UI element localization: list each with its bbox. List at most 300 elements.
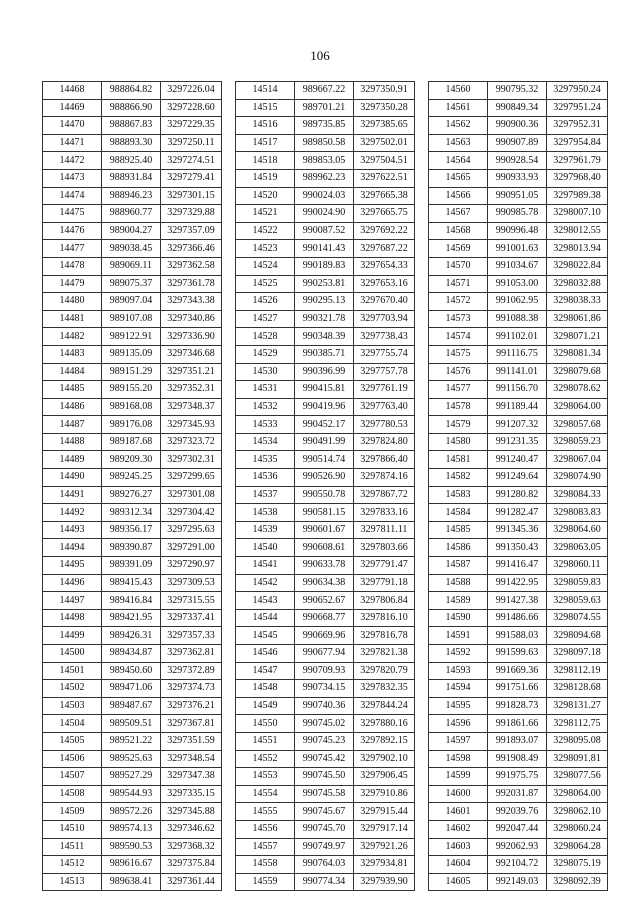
table-row bbox=[429, 293, 608, 311]
table-row bbox=[43, 345, 222, 363]
x-coordinate-cell: 989107.08 bbox=[102, 310, 161, 328]
point-number-cell: 14508 bbox=[43, 785, 102, 803]
table-row bbox=[236, 856, 415, 874]
x-coordinate-cell: 990633.78 bbox=[295, 557, 354, 575]
x-coordinate-cell: 990774.34 bbox=[295, 873, 354, 891]
table-row bbox=[43, 257, 222, 275]
point-number-cell: 14494 bbox=[43, 539, 102, 557]
y-coordinate-cell: 3297816.78 bbox=[354, 627, 415, 645]
point-number-cell: 14517 bbox=[236, 134, 295, 152]
table-row bbox=[43, 732, 222, 750]
point-number-cell: 14582 bbox=[429, 469, 488, 487]
x-coordinate-cell: 989209.30 bbox=[102, 451, 161, 469]
table-row bbox=[43, 627, 222, 645]
x-coordinate-cell: 990928.54 bbox=[488, 152, 547, 170]
point-number-cell: 14603 bbox=[429, 838, 488, 856]
table-row bbox=[43, 785, 222, 803]
point-number-cell: 14572 bbox=[429, 293, 488, 311]
point-number-cell: 14483 bbox=[43, 345, 102, 363]
point-number-cell: 14584 bbox=[429, 504, 488, 522]
point-number-cell: 14514 bbox=[236, 82, 295, 100]
table-row bbox=[43, 680, 222, 698]
point-number-cell: 14472 bbox=[43, 152, 102, 170]
point-number-cell: 14573 bbox=[429, 310, 488, 328]
table-row bbox=[43, 398, 222, 416]
table-row bbox=[429, 539, 608, 557]
point-number-cell: 14515 bbox=[236, 99, 295, 117]
table-row bbox=[236, 838, 415, 856]
x-coordinate-cell: 988925.40 bbox=[102, 152, 161, 170]
point-number-cell: 14589 bbox=[429, 592, 488, 610]
y-coordinate-cell: 3298064.00 bbox=[547, 785, 608, 803]
y-coordinate-cell: 3298060.24 bbox=[547, 820, 608, 838]
x-coordinate-cell: 989450.60 bbox=[102, 662, 161, 680]
x-coordinate-cell: 992031.87 bbox=[488, 785, 547, 803]
x-coordinate-cell: 989151.29 bbox=[102, 363, 161, 381]
table-row bbox=[429, 732, 608, 750]
point-number-cell: 14596 bbox=[429, 715, 488, 733]
point-number-cell: 14475 bbox=[43, 205, 102, 223]
table-row bbox=[236, 697, 415, 715]
y-coordinate-cell: 3297954.84 bbox=[547, 134, 608, 152]
y-coordinate-cell: 3297290.97 bbox=[161, 557, 222, 575]
y-coordinate-cell: 3297670.40 bbox=[354, 293, 415, 311]
table-row bbox=[43, 838, 222, 856]
point-number-cell: 14481 bbox=[43, 310, 102, 328]
point-number-cell: 14542 bbox=[236, 574, 295, 592]
point-number-cell: 14516 bbox=[236, 117, 295, 135]
x-coordinate-cell: 989701.21 bbox=[295, 99, 354, 117]
point-number-cell: 14473 bbox=[43, 169, 102, 187]
y-coordinate-cell: 3297791.47 bbox=[354, 557, 415, 575]
x-coordinate-cell: 990189.83 bbox=[295, 257, 354, 275]
table-row bbox=[429, 240, 608, 258]
x-coordinate-cell: 991156.70 bbox=[488, 381, 547, 399]
y-coordinate-cell: 3297346.62 bbox=[161, 820, 222, 838]
y-coordinate-cell: 3297367.81 bbox=[161, 715, 222, 733]
y-coordinate-cell: 3297921.26 bbox=[354, 838, 415, 856]
y-coordinate-cell: 3297761.19 bbox=[354, 381, 415, 399]
point-number-cell: 14537 bbox=[236, 486, 295, 504]
x-coordinate-cell: 990253.81 bbox=[295, 275, 354, 293]
y-coordinate-cell: 3298091.81 bbox=[547, 750, 608, 768]
table-row bbox=[429, 486, 608, 504]
x-coordinate-cell: 992149.03 bbox=[488, 873, 547, 891]
coordinate-table-right bbox=[428, 81, 608, 891]
x-coordinate-cell: 989038.45 bbox=[102, 240, 161, 258]
x-coordinate-cell: 988864.82 bbox=[102, 82, 161, 100]
table-row bbox=[236, 117, 415, 135]
x-coordinate-cell: 990024.03 bbox=[295, 187, 354, 205]
y-coordinate-cell: 3297665.38 bbox=[354, 187, 415, 205]
point-number-cell: 14545 bbox=[236, 627, 295, 645]
point-number-cell: 14541 bbox=[236, 557, 295, 575]
x-coordinate-cell: 990550.78 bbox=[295, 486, 354, 504]
x-coordinate-cell: 990745.58 bbox=[295, 785, 354, 803]
point-number-cell: 14511 bbox=[43, 838, 102, 856]
y-coordinate-cell: 3297653.16 bbox=[354, 275, 415, 293]
x-coordinate-cell: 991034.67 bbox=[488, 257, 547, 275]
point-number-cell: 14586 bbox=[429, 539, 488, 557]
point-number-cell: 14484 bbox=[43, 363, 102, 381]
point-number-cell: 14512 bbox=[43, 856, 102, 874]
page-number: 106 bbox=[310, 48, 330, 63]
y-coordinate-cell: 3297372.89 bbox=[161, 662, 222, 680]
table-row bbox=[429, 662, 608, 680]
x-coordinate-cell: 991053.00 bbox=[488, 275, 547, 293]
point-number-cell: 14480 bbox=[43, 293, 102, 311]
point-number-cell: 14565 bbox=[429, 169, 488, 187]
table-row bbox=[236, 732, 415, 750]
point-number-cell: 14507 bbox=[43, 768, 102, 786]
x-coordinate-cell: 989509.51 bbox=[102, 715, 161, 733]
point-number-cell: 14567 bbox=[429, 205, 488, 223]
y-coordinate-cell: 3297361.78 bbox=[161, 275, 222, 293]
point-number-cell: 14490 bbox=[43, 469, 102, 487]
point-number-cell: 14503 bbox=[43, 697, 102, 715]
point-number-cell: 14513 bbox=[43, 873, 102, 891]
y-coordinate-cell: 3297302.31 bbox=[161, 451, 222, 469]
x-coordinate-cell: 991588.03 bbox=[488, 627, 547, 645]
point-number-cell: 14529 bbox=[236, 345, 295, 363]
y-coordinate-cell: 3298067.04 bbox=[547, 451, 608, 469]
y-coordinate-cell: 3297703.94 bbox=[354, 310, 415, 328]
point-number-cell: 14605 bbox=[429, 873, 488, 891]
point-number-cell: 14549 bbox=[236, 697, 295, 715]
x-coordinate-cell: 990141.43 bbox=[295, 240, 354, 258]
point-number-cell: 14583 bbox=[429, 486, 488, 504]
table-row bbox=[43, 275, 222, 293]
point-number-cell: 14471 bbox=[43, 134, 102, 152]
x-coordinate-cell: 989415.43 bbox=[102, 574, 161, 592]
y-coordinate-cell: 3297348.54 bbox=[161, 750, 222, 768]
y-coordinate-cell: 3298094.68 bbox=[547, 627, 608, 645]
table-row bbox=[236, 205, 415, 223]
table-row bbox=[236, 82, 415, 100]
y-coordinate-cell: 3297816.10 bbox=[354, 609, 415, 627]
point-number-cell: 14576 bbox=[429, 363, 488, 381]
table-row bbox=[43, 451, 222, 469]
point-number-cell: 14530 bbox=[236, 363, 295, 381]
y-coordinate-cell: 3297654.33 bbox=[354, 257, 415, 275]
point-number-cell: 14564 bbox=[429, 152, 488, 170]
y-coordinate-cell: 3298064.00 bbox=[547, 398, 608, 416]
x-coordinate-cell: 990348.39 bbox=[295, 328, 354, 346]
x-coordinate-cell: 990907.89 bbox=[488, 134, 547, 152]
y-coordinate-cell: 3298081.34 bbox=[547, 345, 608, 363]
x-coordinate-cell: 990745.67 bbox=[295, 803, 354, 821]
x-coordinate-cell: 991116.75 bbox=[488, 345, 547, 363]
table-row bbox=[236, 187, 415, 205]
x-coordinate-cell: 990745.02 bbox=[295, 715, 354, 733]
point-number-cell: 14554 bbox=[236, 785, 295, 803]
y-coordinate-cell: 3298064.28 bbox=[547, 838, 608, 856]
table-row bbox=[236, 680, 415, 698]
y-coordinate-cell: 3298095.08 bbox=[547, 732, 608, 750]
x-coordinate-cell: 989276.27 bbox=[102, 486, 161, 504]
x-coordinate-cell: 989487.67 bbox=[102, 697, 161, 715]
table-row bbox=[236, 469, 415, 487]
y-coordinate-cell: 3297917.14 bbox=[354, 820, 415, 838]
point-number-cell: 14570 bbox=[429, 257, 488, 275]
point-number-cell: 14553 bbox=[236, 768, 295, 786]
y-coordinate-cell: 3298064.60 bbox=[547, 521, 608, 539]
y-coordinate-cell: 3297821.38 bbox=[354, 645, 415, 663]
x-coordinate-cell: 989527.29 bbox=[102, 768, 161, 786]
table-row bbox=[236, 222, 415, 240]
table-row bbox=[236, 486, 415, 504]
y-coordinate-cell: 3298077.56 bbox=[547, 768, 608, 786]
y-coordinate-cell: 3298061.86 bbox=[547, 310, 608, 328]
y-coordinate-cell: 3297343.38 bbox=[161, 293, 222, 311]
x-coordinate-cell: 989004.27 bbox=[102, 222, 161, 240]
x-coordinate-cell: 989616.67 bbox=[102, 856, 161, 874]
y-coordinate-cell: 3298131.27 bbox=[547, 697, 608, 715]
table-row bbox=[236, 645, 415, 663]
y-coordinate-cell: 3298092.39 bbox=[547, 873, 608, 891]
y-coordinate-cell: 3297323.72 bbox=[161, 433, 222, 451]
table-row bbox=[429, 785, 608, 803]
point-number-cell: 14521 bbox=[236, 205, 295, 223]
coordinate-table-middle bbox=[235, 81, 415, 891]
point-number-cell: 14502 bbox=[43, 680, 102, 698]
table-row bbox=[429, 222, 608, 240]
y-coordinate-cell: 3297892.15 bbox=[354, 732, 415, 750]
table-row bbox=[429, 117, 608, 135]
x-coordinate-cell: 990668.77 bbox=[295, 609, 354, 627]
point-number-cell: 14580 bbox=[429, 433, 488, 451]
table-row bbox=[236, 257, 415, 275]
y-coordinate-cell: 3297755.74 bbox=[354, 345, 415, 363]
y-coordinate-cell: 3298079.68 bbox=[547, 363, 608, 381]
point-number-cell: 14485 bbox=[43, 381, 102, 399]
table-row bbox=[429, 838, 608, 856]
table-row bbox=[236, 574, 415, 592]
y-coordinate-cell: 3298074.90 bbox=[547, 469, 608, 487]
y-coordinate-cell: 3297950.24 bbox=[547, 82, 608, 100]
table-row bbox=[43, 574, 222, 592]
table-row bbox=[236, 345, 415, 363]
y-coordinate-cell: 3297915.44 bbox=[354, 803, 415, 821]
point-number-cell: 14496 bbox=[43, 574, 102, 592]
x-coordinate-cell: 990634.38 bbox=[295, 574, 354, 592]
x-coordinate-cell: 989590.53 bbox=[102, 838, 161, 856]
point-number-cell: 14536 bbox=[236, 469, 295, 487]
x-coordinate-cell: 990849.34 bbox=[488, 99, 547, 117]
x-coordinate-cell: 991751.66 bbox=[488, 680, 547, 698]
x-coordinate-cell: 990652.67 bbox=[295, 592, 354, 610]
point-number-cell: 14585 bbox=[429, 521, 488, 539]
x-coordinate-cell: 990985.78 bbox=[488, 205, 547, 223]
point-number-cell: 14560 bbox=[429, 82, 488, 100]
y-coordinate-cell: 3297780.53 bbox=[354, 416, 415, 434]
y-coordinate-cell: 3297361.44 bbox=[161, 873, 222, 891]
point-number-cell: 14561 bbox=[429, 99, 488, 117]
x-coordinate-cell: 991280.82 bbox=[488, 486, 547, 504]
y-coordinate-cell: 3297833.16 bbox=[354, 504, 415, 522]
point-number-cell: 14531 bbox=[236, 381, 295, 399]
point-number-cell: 14552 bbox=[236, 750, 295, 768]
point-number-cell: 14599 bbox=[429, 768, 488, 786]
y-coordinate-cell: 3297315.55 bbox=[161, 592, 222, 610]
x-coordinate-cell: 990745.23 bbox=[295, 732, 354, 750]
table-row bbox=[429, 609, 608, 627]
table-row bbox=[429, 627, 608, 645]
y-coordinate-cell: 3297939.90 bbox=[354, 873, 415, 891]
y-coordinate-cell: 3298062.10 bbox=[547, 803, 608, 821]
table-row bbox=[429, 856, 608, 874]
x-coordinate-cell: 988960.77 bbox=[102, 205, 161, 223]
table-row bbox=[236, 592, 415, 610]
y-coordinate-cell: 3297357.33 bbox=[161, 627, 222, 645]
point-number-cell: 14532 bbox=[236, 398, 295, 416]
y-coordinate-cell: 3297385.65 bbox=[354, 117, 415, 135]
x-coordinate-cell: 990024.90 bbox=[295, 205, 354, 223]
point-number-cell: 14476 bbox=[43, 222, 102, 240]
table-row bbox=[43, 697, 222, 715]
x-coordinate-cell: 989434.87 bbox=[102, 645, 161, 663]
point-number-cell: 14546 bbox=[236, 645, 295, 663]
table-row bbox=[236, 785, 415, 803]
point-number-cell: 14559 bbox=[236, 873, 295, 891]
table-row bbox=[43, 820, 222, 838]
x-coordinate-cell: 990677.94 bbox=[295, 645, 354, 663]
x-coordinate-cell: 990745.50 bbox=[295, 768, 354, 786]
x-coordinate-cell: 989853.05 bbox=[295, 152, 354, 170]
y-coordinate-cell: 3298012.55 bbox=[547, 222, 608, 240]
table-row bbox=[43, 592, 222, 610]
y-coordinate-cell: 3297375.84 bbox=[161, 856, 222, 874]
table-row bbox=[236, 169, 415, 187]
x-coordinate-cell: 990749.97 bbox=[295, 838, 354, 856]
point-number-cell: 14499 bbox=[43, 627, 102, 645]
y-coordinate-cell: 3297951.24 bbox=[547, 99, 608, 117]
point-number-cell: 14500 bbox=[43, 645, 102, 663]
x-coordinate-cell: 989356.17 bbox=[102, 521, 161, 539]
table-row bbox=[429, 82, 608, 100]
table-row bbox=[429, 416, 608, 434]
x-coordinate-cell: 990295.13 bbox=[295, 293, 354, 311]
table-row bbox=[236, 609, 415, 627]
table-row bbox=[236, 451, 415, 469]
table-row bbox=[236, 310, 415, 328]
y-coordinate-cell: 3297757.78 bbox=[354, 363, 415, 381]
coordinate-table-left bbox=[42, 81, 222, 891]
y-coordinate-cell: 3297866.40 bbox=[354, 451, 415, 469]
x-coordinate-cell: 989391.09 bbox=[102, 557, 161, 575]
table-row bbox=[429, 574, 608, 592]
x-coordinate-cell: 990452.17 bbox=[295, 416, 354, 434]
point-number-cell: 14604 bbox=[429, 856, 488, 874]
table-row bbox=[429, 169, 608, 187]
point-number-cell: 14533 bbox=[236, 416, 295, 434]
table-row bbox=[429, 363, 608, 381]
y-coordinate-cell: 3297345.93 bbox=[161, 416, 222, 434]
y-coordinate-cell: 3297362.81 bbox=[161, 645, 222, 663]
table-row bbox=[429, 697, 608, 715]
table-row bbox=[43, 433, 222, 451]
point-number-cell: 14540 bbox=[236, 539, 295, 557]
y-coordinate-cell: 3297357.09 bbox=[161, 222, 222, 240]
point-number-cell: 14509 bbox=[43, 803, 102, 821]
y-coordinate-cell: 3297874.16 bbox=[354, 469, 415, 487]
x-coordinate-cell: 992039.76 bbox=[488, 803, 547, 821]
point-number-cell: 14489 bbox=[43, 451, 102, 469]
point-number-cell: 14597 bbox=[429, 732, 488, 750]
x-coordinate-cell: 991207.32 bbox=[488, 416, 547, 434]
table-row bbox=[43, 187, 222, 205]
table-row bbox=[43, 873, 222, 891]
x-coordinate-cell: 989176.08 bbox=[102, 416, 161, 434]
x-coordinate-cell: 990745.42 bbox=[295, 750, 354, 768]
y-coordinate-cell: 3297350.91 bbox=[354, 82, 415, 100]
y-coordinate-cell: 3297692.22 bbox=[354, 222, 415, 240]
point-number-cell: 14492 bbox=[43, 504, 102, 522]
table-row bbox=[429, 275, 608, 293]
table-row bbox=[236, 768, 415, 786]
x-coordinate-cell: 989638.41 bbox=[102, 873, 161, 891]
x-coordinate-cell: 990419.96 bbox=[295, 398, 354, 416]
y-coordinate-cell: 3298084.33 bbox=[547, 486, 608, 504]
point-number-cell: 14493 bbox=[43, 521, 102, 539]
table-row bbox=[429, 469, 608, 487]
point-number-cell: 14506 bbox=[43, 750, 102, 768]
y-coordinate-cell: 3297345.88 bbox=[161, 803, 222, 821]
x-coordinate-cell: 989574.13 bbox=[102, 820, 161, 838]
y-coordinate-cell: 3297763.40 bbox=[354, 398, 415, 416]
table-row bbox=[43, 803, 222, 821]
table-row bbox=[43, 134, 222, 152]
x-coordinate-cell: 990996.48 bbox=[488, 222, 547, 240]
x-coordinate-cell: 989187.68 bbox=[102, 433, 161, 451]
table-row bbox=[236, 504, 415, 522]
x-coordinate-cell: 991427.38 bbox=[488, 592, 547, 610]
point-number-cell: 14534 bbox=[236, 433, 295, 451]
x-coordinate-cell: 990526.90 bbox=[295, 469, 354, 487]
y-coordinate-cell: 3297622.51 bbox=[354, 169, 415, 187]
y-coordinate-cell: 3298128.68 bbox=[547, 680, 608, 698]
point-number-cell: 14498 bbox=[43, 609, 102, 627]
table-row bbox=[43, 310, 222, 328]
table-row bbox=[429, 451, 608, 469]
point-number-cell: 14478 bbox=[43, 257, 102, 275]
point-number-cell: 14510 bbox=[43, 820, 102, 838]
x-coordinate-cell: 990951.05 bbox=[488, 187, 547, 205]
point-number-cell: 14562 bbox=[429, 117, 488, 135]
y-coordinate-cell: 3298059.23 bbox=[547, 433, 608, 451]
x-coordinate-cell: 991062.95 bbox=[488, 293, 547, 311]
x-coordinate-cell: 989390.87 bbox=[102, 539, 161, 557]
y-coordinate-cell: 3298063.05 bbox=[547, 539, 608, 557]
point-number-cell: 14522 bbox=[236, 222, 295, 240]
x-coordinate-cell: 989850.58 bbox=[295, 134, 354, 152]
y-coordinate-cell: 3297906.45 bbox=[354, 768, 415, 786]
table-row bbox=[236, 662, 415, 680]
x-coordinate-cell: 990745.70 bbox=[295, 820, 354, 838]
x-coordinate-cell: 989245.25 bbox=[102, 469, 161, 487]
table-row bbox=[429, 328, 608, 346]
x-coordinate-cell: 988931.84 bbox=[102, 169, 161, 187]
point-number-cell: 14574 bbox=[429, 328, 488, 346]
table-row bbox=[429, 257, 608, 275]
x-coordinate-cell: 990087.52 bbox=[295, 222, 354, 240]
x-coordinate-cell: 989521.22 bbox=[102, 732, 161, 750]
x-coordinate-cell: 991189.44 bbox=[488, 398, 547, 416]
table-row bbox=[43, 82, 222, 100]
point-number-cell: 14486 bbox=[43, 398, 102, 416]
y-coordinate-cell: 3297301.08 bbox=[161, 486, 222, 504]
table-row bbox=[429, 310, 608, 328]
